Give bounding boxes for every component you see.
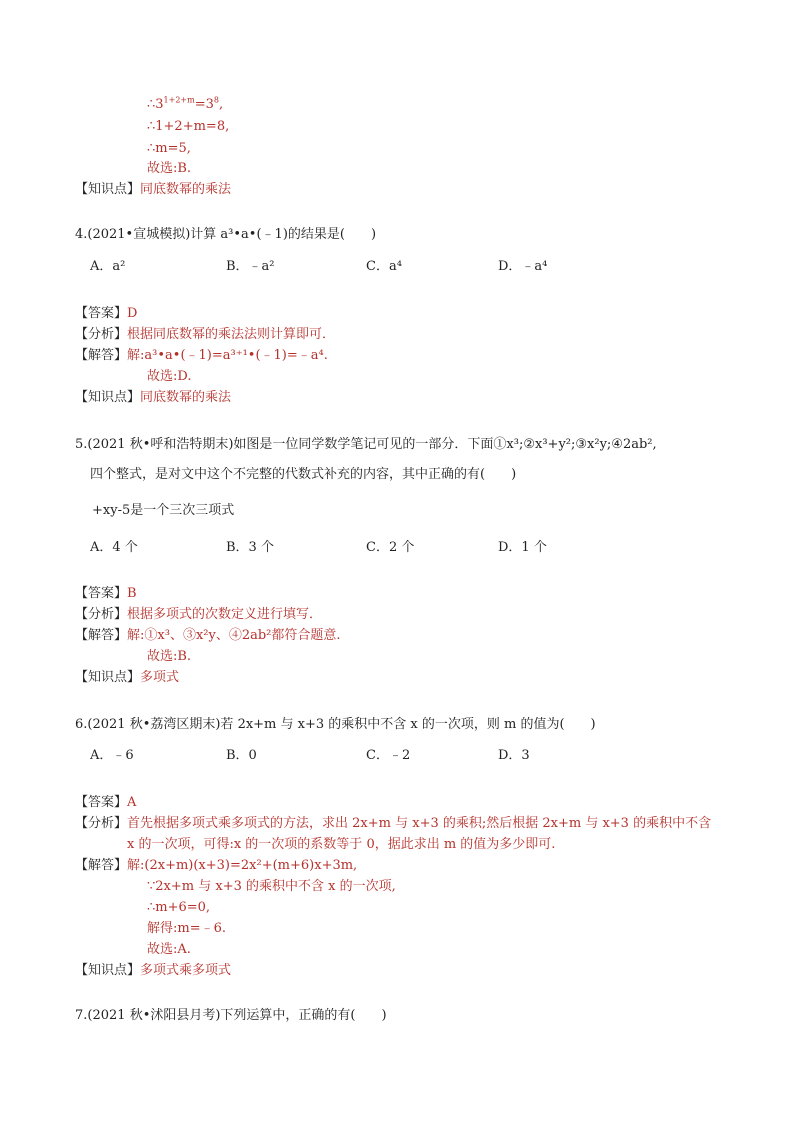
q6-solution-line-2: ∵2x+m 与 x+3 的乘积中不含 x 的一次项, xyxy=(147,879,396,894)
q5-choice: 故选:B. xyxy=(147,649,192,664)
q6-option-c: C．﹣2 xyxy=(366,748,411,763)
q3-choice: 故选:B. xyxy=(147,161,192,176)
q5-stem-line-2: 四个整式，是对文中这个不完整的代数式补充的内容，其中正确的有( ) xyxy=(90,467,517,482)
q4-solution: 【解答】解:a³•a•(﹣1)=a³⁺¹•(﹣1)=﹣a⁴. xyxy=(75,348,328,363)
q5-option-a: A．4 个 xyxy=(90,540,138,555)
q5-solution: 【解答】解:①x³、③x²y、④2ab²都符合题意. xyxy=(75,628,341,643)
q5-option-d: D．1 个 xyxy=(498,540,547,555)
q3-solution-line-2: ∴1+2+m=8, xyxy=(147,119,230,134)
q6-analysis-line-1: 【分析】首先根据多项式乘多项式的方法，求出 2x+m 与 x+3 的乘积;然后根据 2x+m 与 x+3 的乘积中不含 xyxy=(75,816,712,831)
q5-knowledge: 【知识点】多项式 xyxy=(75,670,180,685)
q4-option-c: C．a⁴ xyxy=(366,259,402,274)
q6-option-d: D．3 xyxy=(498,748,530,763)
q3-knowledge: 【知识点】同底数幂的乘法 xyxy=(75,182,232,197)
q5-figure-note: +xy-5是一个三次三项式 xyxy=(92,503,235,518)
q5-analysis: 【分析】根据多项式的次数定义进行填写． xyxy=(75,607,323,622)
q4-answer: 【答案】D xyxy=(75,306,138,321)
q5-option-b: B．3 个 xyxy=(226,540,274,555)
q6-solution-line-1: 【解答】解:(2x+m)(x+3)=2x²+(m+6)x+3m, xyxy=(75,858,358,873)
q6-solution-line-3: ∴m+6=0, xyxy=(147,900,211,915)
q5-stem-line-1: 5.(2021 秋•呼和浩特期末)如图是一位同学数学笔记可见的一部分．下面①x³;②x³+y²;③x²y;④2ab², xyxy=(75,437,657,452)
q5-option-c: C．2 个 xyxy=(366,540,415,555)
q4-stem: 4.(2021•宣城模拟)计算 a³•a•(﹣1)的结果是( ) xyxy=(75,227,377,242)
q3-solution-line-1: $\therefore 3^{1+2+m}=3^8$, xyxy=(147,95,224,112)
q6-choice: 故选:A. xyxy=(147,942,191,957)
q4-option-b: B．﹣a² xyxy=(226,259,275,274)
q5-answer: 【答案】B xyxy=(75,586,137,601)
q4-option-a: A．a² xyxy=(90,259,126,274)
q6-answer: 【答案】A xyxy=(75,795,137,810)
q7-stem: 7.(2021 秋•沭阳县月考)下列运算中，正确的有( ) xyxy=(75,1008,387,1023)
q6-option-b: B．0 xyxy=(226,748,257,763)
q6-option-a: A．﹣6 xyxy=(90,748,134,763)
q3-solution-line-3: ∴m=5, xyxy=(147,141,191,156)
q4-option-d: D．﹣a⁴ xyxy=(498,259,548,274)
q4-knowledge: 【知识点】同底数幂的乘法 xyxy=(75,390,232,405)
q4-choice: 故选:D. xyxy=(147,369,192,384)
q4-analysis: 【分析】根据同底数幂的乘法法则计算即可． xyxy=(75,327,336,342)
q6-analysis-line-2: x 的一次项，可得:x 的一次项的系数等于 0，据此求出 m 的值为多少即可. xyxy=(127,837,556,852)
q6-knowledge: 【知识点】多项式乘多项式 xyxy=(75,963,232,978)
q6-stem: 6.(2021 秋•荔湾区期末)若 2x+m 与 x+3 的乘积中不含 x 的一次项，则 m 的值为( ) xyxy=(75,717,596,732)
q6-solution-line-4: 解得:m=﹣6. xyxy=(147,921,227,936)
